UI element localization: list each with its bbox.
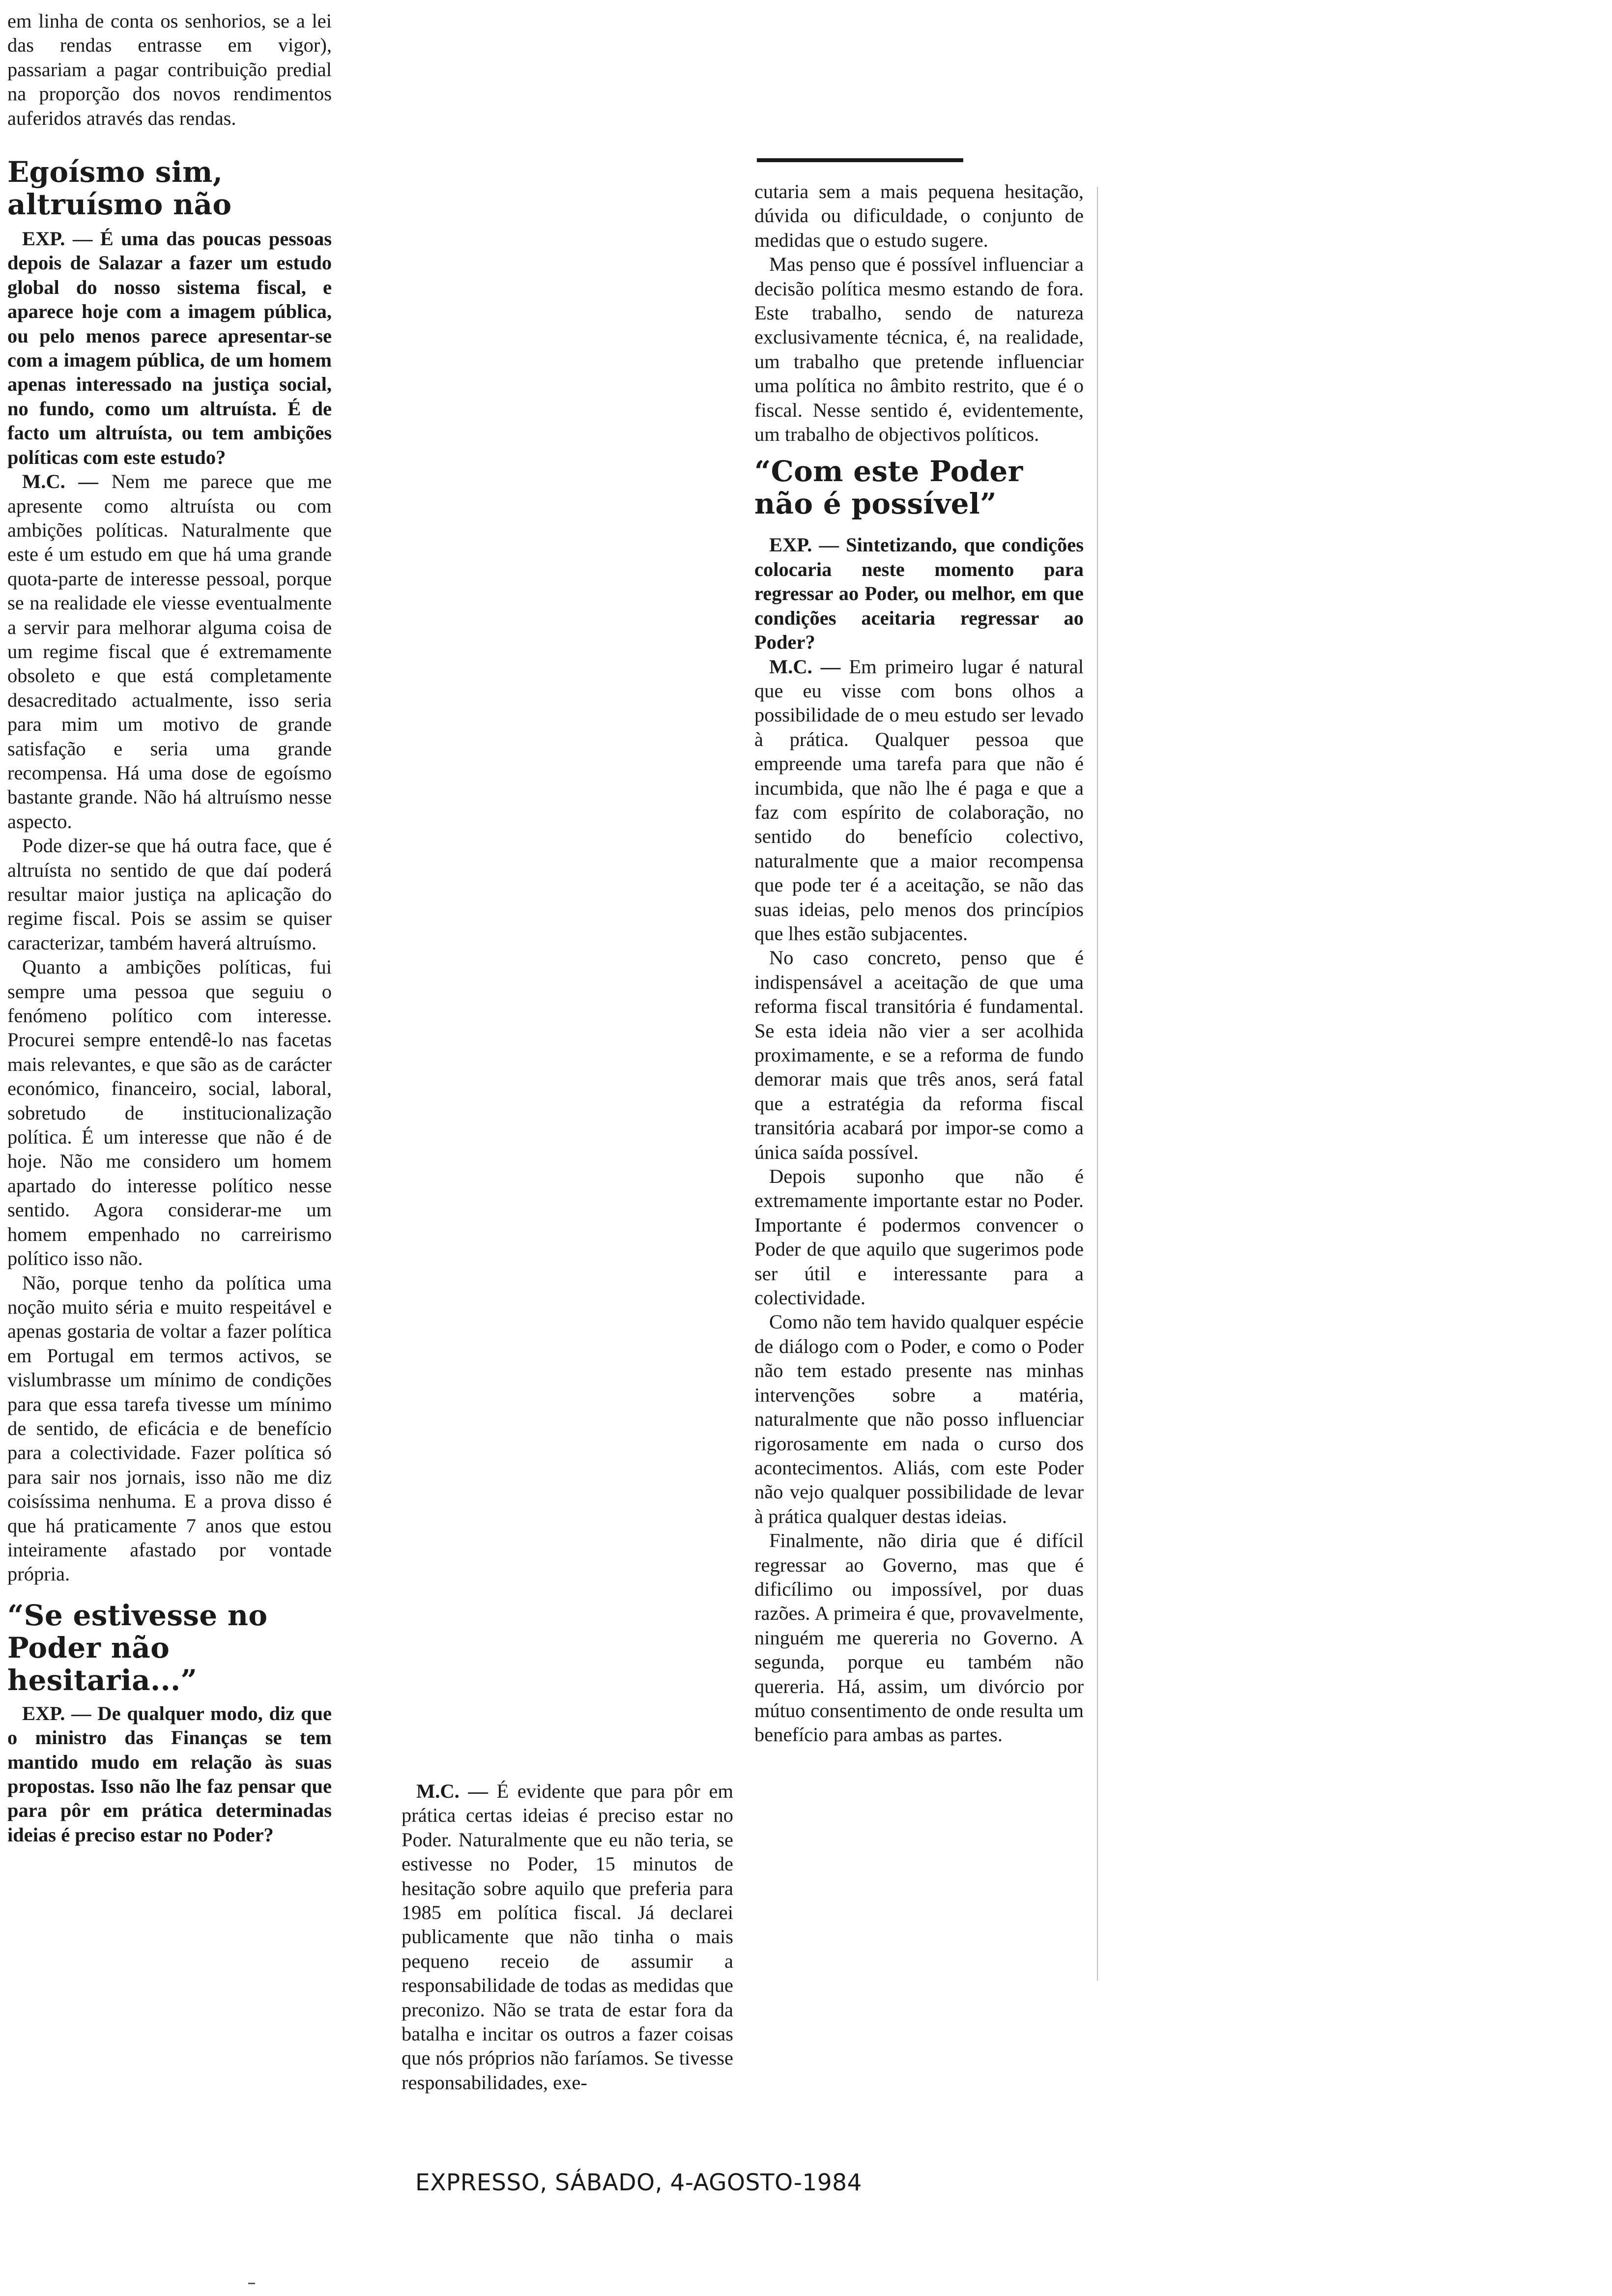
paragraph: Quanto a ambições políticas, fui sempre uma pessoa que seguiu o fenómeno político com interesse. Procurei sempre entendê-lo nas facetas mais relevantes, e que são as de carácter económico, financeiro, social, laboral, sobretudo de institucionalização política. É um interesse que não é de hoje. Não me considero um homem apartado do interesse político nesse sentido. Agora considerar-me um homem empenhado no carreirismo político isso não. (7, 956, 332, 1270)
cut-off-headline-fragment (113, 0, 319, 8)
subheading-se-estivesse: “Se estivesse no Poder não hesitaria...” (7, 1598, 268, 1697)
answer-text: Nem me parece que me apresente como altruísta ou com ambições políticas. Naturalmente que este é um estudo em que há uma grande quota-parte de interesse pessoal, porque se na realidade ele viesse eventualmente a servir para melhorar alguma coisa de um regime fiscal que é extremamente obsoleto e que está completamente desacreditado actualmente, isso seria para mim um motivo de grande satisfação e seria uma grande recompensa. Há uma dose de egoísmo bastante grande. Não há altruísmo nesse aspecto. (7, 470, 332, 832)
answer-text: É evidente que para pôr em prática certas ideias é preciso estar no Poder. Naturalmente que eu não teria, se estivesse no Poder, 15 minutos de hesitação sobre aquilo que preferia para 1985 em política fiscal. Já declarei publicamente que não tinha o mais pequeno receio de assumir a responsabilidade de todas as medidas que preconizo. Não se trata de estar fora da batalha e incitar os outros a fazer coisas que nós próprios não faríamos. Se tivesse responsabilidades, exe- (402, 1780, 733, 2094)
paragraph: Finalmente, não diria que é difícil regressar ao Governo, mas que é dificílimo ou impossível, por duas razões. A primeira é que, provavelmente, ninguém me quereria no Governo. A segunda, porque eu também não quereria. Há, assim, um divórcio por mútuo consentimento de onde resulta um benefício para ambas as partes. (754, 1529, 1084, 1746)
speaker-label-exp: EXP. — (769, 534, 839, 556)
answer-paragraph (754, 655, 1084, 946)
scan-speck (248, 2283, 255, 2284)
paragraph: Como não tem havido qualquer espécie de diálogo com o Poder, e como o Poder não tem estado presente nas minhas intervenções sobre a matéria, naturalmente que não posso influenciar rigorosamente em nada o curso dos acontecimentos. Aliás, com este Poder não vejo qualquer possibilidade de levar à prática qualquer destas ideias. (754, 1311, 1084, 1527)
paragraph: Depois suponho que não é extremamente importante estar no Poder. Importante é podermos convencer o Poder de que aquilo que sugerimos pode ser útil e interessante para a colectividade. (754, 1165, 1084, 1309)
question-text: De qualquer modo, diz que o ministro das Finanças se tem mantido mudo em relação às suas propostas. Isso não lhe faz pensar que para pôr em prática determinadas ideias é preciso estar no Poder? (7, 1702, 332, 1846)
question-paragraph (7, 1701, 332, 1847)
speaker-label-exp: EXP. — (22, 228, 93, 250)
paragraph: cutaria sem a mais pequena hesitação, dúvida ou dificuldade, o conjunto de medidas que o estudo sugere. (754, 180, 1084, 251)
speaker-label-mc: M.C. — (769, 655, 841, 678)
paragraph: No caso concreto, penso que é indispensável a aceitação de que uma reforma fiscal transitória é fundamental. Se esta ideia não vier a ser acolhida proximamente, e se a reforma de fundo demorar mais que três anos, será fatal que a estratégia da reforma fiscal transitória acabará por impor-se como a única saída possível. (754, 947, 1084, 1163)
subheading-egoismo: Egoísmo sim, altruísmo não (7, 155, 232, 222)
paragraph: Mas penso que é possível influenciar a decisão política mesmo estando de fora. Este trabalho, sendo de natureza exclusivamente técnica, é, na realidade, um trabalho que pretende influenciar uma política no âmbito restrito, que é o fiscal. Nesse sentido é, evidentemente, um trabalho de objectivos políticos. (754, 253, 1084, 446)
speaker-label-mc: M.C. — (416, 1780, 488, 1802)
subheading-com-este-poder: “Com este Poder não é possível” (754, 455, 1023, 521)
paragraph: Pode dizer-se que há outra face, que é altruísta no sentido de que daí poderá resultar maior justiça na aplicação do regime fiscal. Pois se assim se quiser caracterizar, também haverá altruísmo. (7, 834, 332, 954)
article-column-3 (754, 179, 1084, 1747)
article-column-2 (402, 1779, 733, 2095)
question-text: Sintetizando, que condições colocaria neste momento para regressar ao Poder, ou melhor, em que condições aceitaria regressar ao Poder? (754, 534, 1084, 654)
question-paragraph (754, 533, 1084, 654)
paragraph: Não, porque tenho da política uma noção muito séria e muito respeitável e apenas gostaria de voltar a fazer política em Portugal em termos activos, se vislumbrasse um mínimo de condições para que essa tarefa tivesse um mínimo de sentido, de eficácia e de benefício para a colectividade. Fazer política só para sair nos jornais, isso não me diz coisíssima nenhuma. E a prova disso é que há praticamente 7 anos que estou inteiramente afastado por vontade própria. (7, 1271, 332, 1585)
answer-paragraph (402, 1779, 733, 2095)
question-text: É uma das poucas pessoas depois de Salazar a fazer um estudo global do nosso sistema fiscal, e aparece hoje com a imagem pública, ou pelo menos parece apresentar-se com a imagem pública, de um homem apenas interessado na justiça social, no fundo, como um altruísta. É de facto um altruísta, ou tem ambições políticas com este estudo? (7, 228, 332, 468)
publication-footer: EXPRESSO, SÁBADO, 4-AGOSTO-1984 (415, 2169, 862, 2196)
speaker-label-mc: M.C. — (22, 470, 98, 493)
answer-paragraph (7, 469, 332, 833)
article-column-1 (7, 9, 332, 1847)
paragraph: em linha de conta os senhorios, se a lei das rendas entrasse em vigor), passariam a pagar contribuição predial na proporção dos novos rendimentos auferidos através das rendas. (7, 10, 332, 129)
column-top-rule (757, 158, 963, 162)
column-rule-vertical (1097, 187, 1098, 1980)
question-paragraph (7, 227, 332, 469)
speaker-label-exp: EXP. — (22, 1702, 91, 1724)
answer-text: Em primeiro lugar é natural que eu visse com bons olhos a possibilidade de o meu estudo ser levado à prática. Qualquer pessoa que empreende uma tarefa para que não é incumbida, que não lhe é paga e que a faz com espírito de colaboração, no sentido do benefício colectivo, naturalmente que a maior recompensa que pode ter é a aceitação, se não das suas ideias, pelo menos dos princípios que lhes estão subjacentes. (754, 655, 1084, 945)
